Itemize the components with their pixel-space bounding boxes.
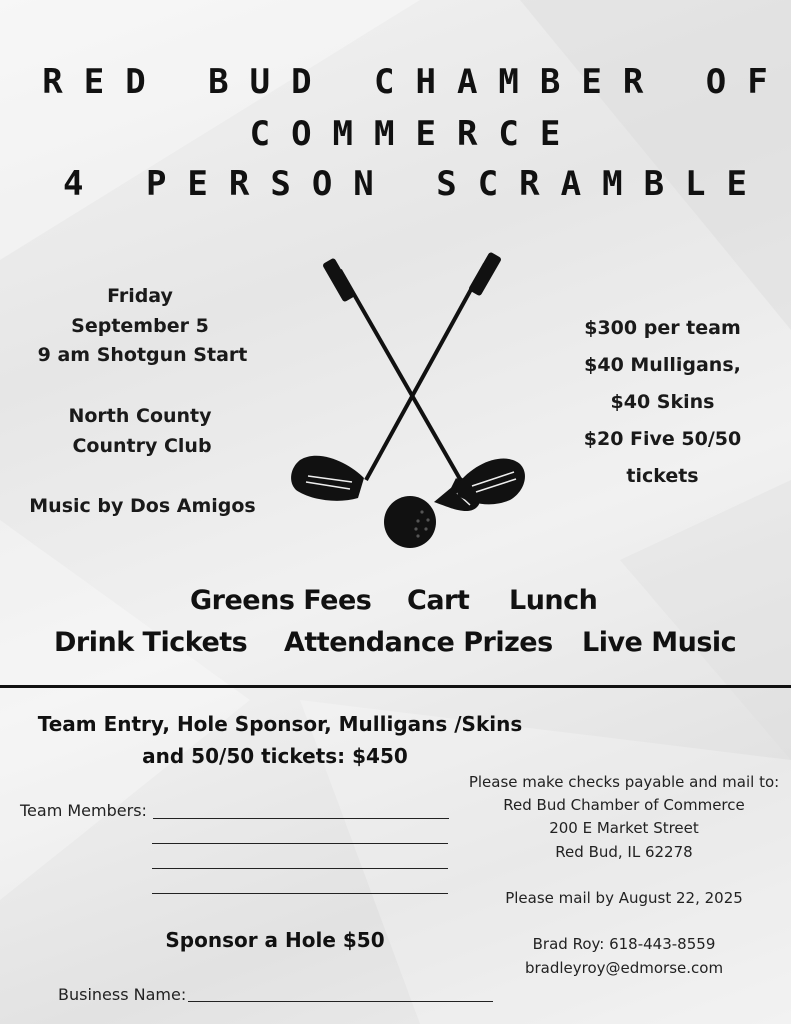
package-offer-line1: Team Entry, Hole Sponsor, Mulligans /Skins bbox=[37, 712, 523, 736]
event-start-time: 9 am Shotgun Start bbox=[37, 344, 248, 366]
price-fifty-fifty: $20 Five 50/50 bbox=[583, 428, 742, 450]
price-skins: $40 Skins bbox=[610, 391, 715, 413]
team-member-field-2[interactable] bbox=[152, 843, 448, 844]
music-credit: Music by Dos Amigos bbox=[29, 495, 256, 517]
flyer-title-line3: 4 PERSON SCRAMBLE bbox=[63, 164, 768, 204]
perk-live-music: Live Music bbox=[582, 627, 737, 658]
golf-ball-icon bbox=[384, 496, 436, 548]
team-member-field-1[interactable] bbox=[153, 818, 449, 819]
event-day: Friday bbox=[107, 285, 173, 307]
sponsor-hole-offer: Sponsor a Hole $50 bbox=[165, 928, 385, 952]
contact-email: bradleyroy@edmorse.com bbox=[524, 959, 724, 977]
mail-instruction: Please make checks payable and mail to: bbox=[468, 773, 780, 791]
team-member-field-3[interactable] bbox=[152, 868, 448, 869]
perk-lunch: Lunch bbox=[509, 585, 598, 616]
golf-club-right-head-icon bbox=[456, 459, 525, 505]
mail-street: 200 E Market Street bbox=[549, 819, 699, 837]
mail-deadline: Please mail by August 22, 2025 bbox=[505, 889, 743, 907]
golf-club-right-icon bbox=[291, 251, 502, 500]
team-member-field-4[interactable] bbox=[152, 893, 448, 894]
flyer-title-line1: RED BUD CHAMBER OF bbox=[42, 62, 789, 102]
perk-cart: Cart bbox=[407, 585, 470, 616]
perk-attendance-prizes: Attendance Prizes bbox=[284, 627, 553, 658]
mail-org: Red Bud Chamber of Commerce bbox=[503, 796, 745, 814]
business-name-label: Business Name: bbox=[58, 985, 187, 1004]
golf-illustration bbox=[280, 250, 540, 550]
contact-phone: Brad Roy: 618-443-8559 bbox=[532, 935, 716, 953]
perk-drink-tickets: Drink Tickets bbox=[54, 627, 248, 658]
venue-line1: North County bbox=[68, 405, 212, 427]
event-date: September 5 bbox=[71, 315, 209, 337]
perk-greens-fees: Greens Fees bbox=[190, 585, 372, 616]
venue-line2: Country Club bbox=[72, 435, 212, 457]
flyer-title-line2: COMMERCE bbox=[249, 114, 582, 154]
section-divider bbox=[0, 685, 791, 688]
mail-city: Red Bud, IL 62278 bbox=[555, 843, 693, 861]
team-members-label: Team Members: bbox=[20, 801, 147, 820]
price-tickets: tickets bbox=[626, 465, 699, 487]
price-mulligans: $40 Mulligans, bbox=[584, 354, 741, 376]
business-name-field[interactable] bbox=[188, 1001, 493, 1002]
price-team: $300 per team bbox=[584, 317, 741, 339]
package-offer-line2: and 50/50 tickets: $450 bbox=[142, 744, 408, 768]
